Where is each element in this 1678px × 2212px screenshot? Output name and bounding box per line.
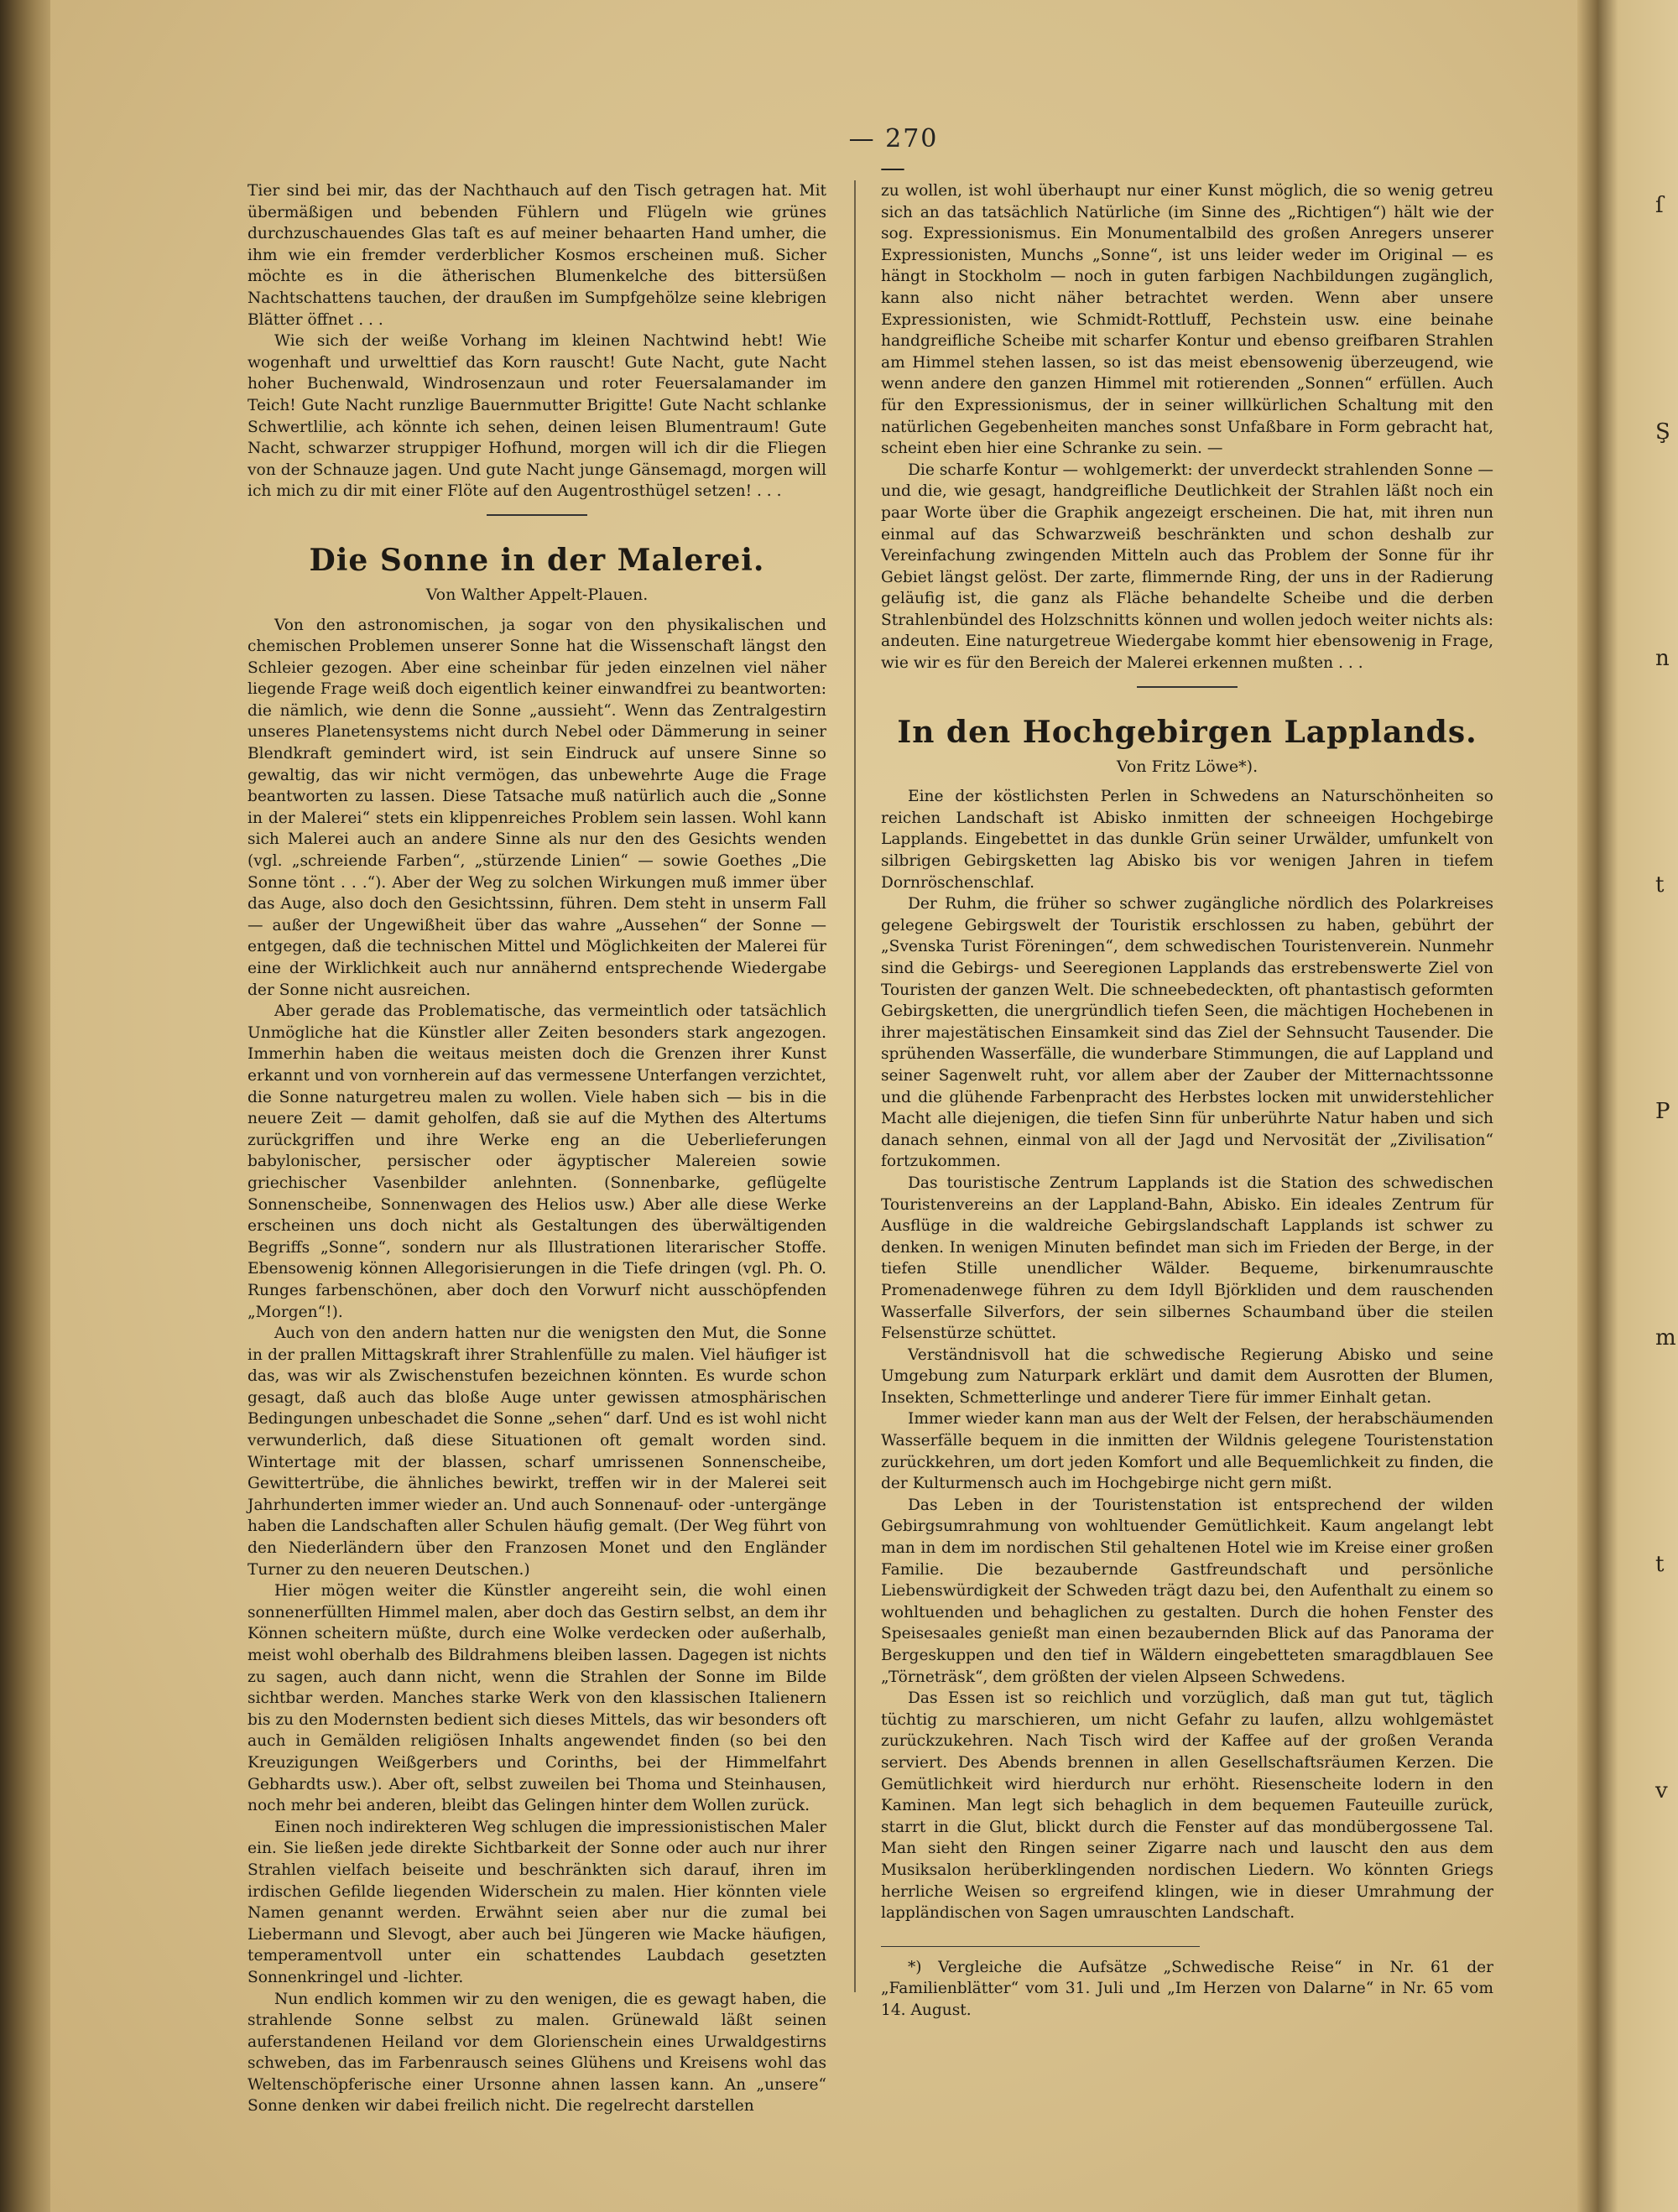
adjacent-page-edge bbox=[1598, 0, 1678, 2212]
intro-paragraph: Wie sich der weiße Vorhang im kleinen Nachtwind hebt! Wie wogenhaft und urwelttief das Korn rauscht! Gute Nacht, gute Nacht hoher Buchenwald, Windrosenzaun und roter Feuersalamander im Teich! Gute Nacht runzlige Bauernmutter Brigitte! Gute Nacht schlanke Schwertlilie, ach könnte ich sehen, deinen leisen Blumentraum! Gute Nacht, schwarzer struppiger Hofhund, morgen will ich dir die Fliegen von der Schnauze jagen. Und gute Nacht junge Gänsemagd, morgen will ich mich zu dir mit einer Flöte auf den Augentrosthügel setzen! . . . bbox=[248, 332, 826, 501]
adjacent-page-fragment: ſ bbox=[1655, 193, 1664, 218]
footnote-rule bbox=[881, 1946, 1200, 1952]
article-paragraph: Verständnisvoll hat die schwedische Regierung Abisko und seine Umgebung zum Naturpark erklärt und damit dem Ausrotten der Blumen, Insekten, Schmetterlinge und anderer Tiere für immer Einhalt getan. bbox=[881, 1345, 1493, 1407]
book-binding-edge bbox=[0, 0, 50, 2212]
article-paragraph: Einen noch indirekteren Weg schlugen die impressionistischen Maler ein. Sie ließen jede direkte Sichtbarkeit der Sonne oder auch nur ihrer Strahlen vielfach beiseite und beschränkten sich darauf, ihren im irdischen Gefilde liegenden Widerschein zu malen. Hier könnten viele Namen genannt werden. Erwähnt seien aber nur die zumal bei Liebermann und Slevogt, aber auch bei Jüngeren wie Macke häufigen, temperamentvoll unter ein schattendes Laubdach gesetzten Sonnenkringel und -lichter. bbox=[248, 1818, 826, 1986]
right-column bbox=[881, 180, 1493, 2022]
article-paragraph: Nun endlich kommen wir zu den wenigen, die es gewagt haben, die strahlende Sonne selbst zu malen. Grünewald läßt seinen auferstandenen Heiland vor dem Glorienschein eines Urwaldgestirns schweben, das im Farbenrausch seines Glühens und Kreisens wohl das Weltenschöpferische einer Ursonne ahnen lassen kann. An „unsere“ Sonne denken wir dabei freilich nicht. Die regelrecht darstellen bbox=[248, 1990, 826, 2116]
column-rule bbox=[854, 180, 856, 1992]
article-paragraph: Das Leben in der Touristenstation ist entsprechend der wilden Gebirgsumrahmung von wohltuender Gemütlichkeit. Kaum angelangt lebt man in dem im nordischen Stil gehaltenen Hotel wie im Kreise einer großen Familie. Die bezaubernde Gastfreundschaft und persönliche Liebenswürdigkeit der Schweden trägt dazu bei, den Aufenthalt zu einem so wohltuenden und behaglichen zu gestalten. Durch die hohen Fenster des Speisesaales genießt man einen bezaubernden Blick auf das Panorama der Bergeskuppen und den tief in Wäldern eingebetteten smaragdblauen See „Törneträsk“, dem größten der vielen Alpseen Schwedens. bbox=[881, 1496, 1493, 1686]
article-headline: In den Hochgebirgen Lapplands. bbox=[897, 714, 1477, 750]
article-paragraph: Immer wieder kann man aus der Welt der Felsen, der herabschäumenden Wasserfälle bequem in die inmitten der Wildnis gelegene Touristenstation zurückkehren, um dort jeden Komfort und alle Bequemlichkeit zu finden, die der Kulturmensch auch im Hochgebirge nicht gern mißt. bbox=[881, 1410, 1493, 1493]
left-column bbox=[248, 180, 826, 2117]
adjacent-page-fragment: m bbox=[1655, 1325, 1676, 1351]
adjacent-page-fragment: t bbox=[1655, 872, 1665, 898]
continued-paragraph: zu wollen, ist wohl überhaupt nur einer Kunst möglich, die so wenig getreu sich an das tatsächlich Natürliche (im Sinne des „Richtigen“) hält wie der sog. Expressionismus. Ein Monumentalbild des großen Anregers unserer Expressionisten, Munchs „Sonne“, ist uns leider weder im Original — es hängt in Stockholm — noch in guten farbigen Nachbildungen zugänglich, kann also nicht näher betrachtet werden. Wenn aber unsere Expressionisten, wie Schmidt-Rottluff, Pechstein usw. eine beinahe handgreifliche Scheibe mit scharfer Kontur und ebenso greifbaren Strahlen am Himmel stehen lassen, so ist das meist ebensowenig überzeugend, wie wenn andere den ganzen Himmel mit rotierenden „Sonnen“ erfüllen. Auch für den Expressionismus, der in seiner willkürlichen Schaltung mit den natürlichen Gegebenheiten manches sonst Unfaßbare in Form gebracht hat, scheint eben hier eine Schranke zu sein. — bbox=[881, 182, 1493, 458]
article-paragraph: Von den astronomischen, ja sogar von den physikalischen und chemischen Problemen unserer Sonne hat die Wissenschaft längst den Schleier gezogen. Aber eine scheinbar für jeden einzelnen viel näher liegende Frage weiß doch eigentlich keiner einwandfrei zu beantworten: die nämlich, wie denn die Sonne „aussieht“. Wenn das Zentralgestirn unseres Planetensystems nicht durch Nebel oder Dämmerung in seiner Blendkraft gemindert wird, ist sein Eindruck auf unsere Sinne so gewaltig, das wir nicht vermögen, das unbewehrte Auge die Frage beantworten zu lassen. Diese Tatsache muß natürlich auch die „Sonne in der Malerei“ stets ein klippenreiches Problem sein lassen. Wohl kann sich Malerei auch an andere Sinne als nur den des Gesichts wenden (vgl. „schreiende Farben“, „stürzende Linien“ — sowie Goethes „Die Sonne tönt . . .“). Aber der Weg zu solchen Wirkungen muß immer über das Auge, also doch den Gesichtssinn, führen. Dem steht in unserm Fall — außer der Ungewißheit über das wahre „Aussehen“ der Sonne — entgegen, daß die technischen Mittel und Möglichkeiten der Malerei für eine der Wirklichkeit auch nur annähernd entsprechende Wiedergabe der Sonne nicht ausreichen. bbox=[248, 616, 826, 999]
article-paragraph: Das Essen ist so reichlich und vorzüglich, daß man gut tut, täglich tüchtig zu marschieren, um nicht Gefahr zu laufen, allzu wohlgemästet zurückzukehren. Nach Tisch wird der Kaffee auf der großen Veranda serviert. Des Abends brennen in allen Gesellschaftsräumen Kerzen. Die Gemütlichkeit wird hierdurch nur erhöht. Riesenscheite lodern in den Kaminen. Man legt sich behaglich in dem bequemen Fauteuille zurück, starrt in die Glut, blickt durch die Fenster auf das mondübergossene Tal. Man sieht den Ringen seiner Zigarre nach und lauscht den aus dem Musiksalon herüberklingenden nordischen Liedern. Wo könnten Griegs herrliche Weisen so ergreifend klingen, wie in dieser Umrahmung der lappländischen von Sagen umrauschten Landschaft. bbox=[881, 1689, 1493, 1923]
page-number: — 270 — bbox=[848, 124, 939, 183]
article-paragraph: Hier mögen weiter die Künstler angereiht sein, die wohl einen sonnenerfüllten Himmel malen, aber doch das Gestirn selbst, an dem ihr Können scheitern müßte, durch eine Wolke verdecken oder außerhalb, meist wohl oberhalb des Bildrahmens bleiben lassen. Dagegen ist nichts zu sagen, auch dann nicht, wenn die Strahlen der Sonne im Bilde sichtbar werden. Manches starke Werk von den klassischen Italienern bis zu den Modernsten bedient sich dieses Mittels, das wir besonders oft auch in Gemälden religiösen Inhalts angewendet finden (so bei den Kreuzigungen Weißgerbers und Corinths, bei der Himmelfahrt Gebhardts usw.). Aber oft, selbst zuweilen bei Thoma und Steinhausen, noch mehr bei anderen, bleibt das Gelingen hinter dem Wollen zurück. bbox=[248, 1582, 826, 1815]
section-divider bbox=[1137, 686, 1238, 688]
article-paragraph: Auch von den andern hatten nur die wenigsten den Mut, die Sonne in der prallen Mittagskraft ihrer Strahlenfülle zu malen. Viel häufiger ist das, was wir als Zwischenstufen bezeichnen könnten. Es wurde schon gesagt, daß auch das bloße Auge unter gewissen atmosphärischen Bedingungen unbeschadet die Sonne „sehen“ darf. Und es ist wohl nicht verwunderlich, daß diese Situationen oft gemalt worden sind. Wintertage mit der blassen, scharf umrissenen Sonnenscheibe, Gewittertrübe, die ähnliches bewirkt, treffen wir in der Malerei seit Jahrhunderten immer wieder an. Und auch Sonnenauf- oder -untergänge haben die Landschaften aller Schulen häufig gemalt. (Der Weg führt von den Niederländern über den Franzosen Monet und den Engländer Turner zu den neueren Deutschen.) bbox=[248, 1325, 826, 1579]
intro-paragraph: Tier sind bei mir, das der Nachthauch auf den Tisch getragen hat. Mit übermäßigen und bebenden Fühlern und Flügeln wie grünes durchzuschauendes Glas taſt es auf meiner behaarten Hand umher, die ihm wie ein fremder verderblicher Kosmos erscheinen muß. Sicher möchte es in die ätherischen Blumenkelche des bittersüßen Nachtschattens tauchen, der draußen im Sumpfgehölze seine klebrigen Blätter öffnet . . . bbox=[248, 182, 826, 329]
article-headline: Die Sonne in der Malerei. bbox=[309, 542, 765, 578]
article-paragraph: Eine der köstlichsten Perlen in Schwedens an Naturschönheiten so reichen Landschaft ist Abisko inmitten der schneeigen Hochgebirge Lapplands. Eingebettet in das dunkle Grün seiner Urwälder, umfunkelt von silbrigen Gebirgsketten lag Abisko bis vor wenigen Jahren in tiefem Dornröschenschlaf. bbox=[881, 788, 1493, 892]
article-lappland bbox=[881, 713, 1493, 2022]
article-paragraph: Der Ruhm, die früher so schwer zugängliche nördlich des Polarkreises gelegene Gebirgswelt der Touristik erschlossen zu haben, gebührt der „Svenska Turist Föreningen“, dem schwedischen Touristenverein. Nunmehr sind die Gebirgs- und Seeregionen Lapplands das erstrebenswerte Ziel von Touristen der ganzen Welt. Die schneebedeckten, oft phantastisch geformten Gebirgsketten, die unergründlich tiefen Seen, die mächtigen Hochebenen in ihrer majestätischen Einsamkeit sind das Ziel der Sehnsucht Tausender. Die sprühenden Wasserfälle, die wunderbare Stimmungen, die auf Lappland und seiner Sagenwelt ruht, vor allem aber der Zauber der Mitternachtssonne und die glühende Farbenpracht des Herbstes locken mit unwiderstehlicher Macht alle diejenigen, die tiefen Sinn für unberührte Natur haben und sich danach sehnen, einmal von all der Jagd und Nervosität der „Zivilisation“ fortzukommen. bbox=[881, 895, 1493, 1171]
continued-paragraph: Die scharfe Kontur — wohlgemerkt: der unverdeckt strahlenden Sonne — und die, wie gesagt, handgreifliche Deutlichkeit der Strahlen läßt noch ein paar Worte über die Graphik angezeigt erscheinen. Die hat, mit ihren nun einmal auf das Schwarzweiß beschränkten und schon deshalb zur Vereinfachung zwingenden Mitteln auch das Problem der Sonne für ihr Gebiet längst gelöst. Der zarte, flimmernde Ring, der uns in der Radierung geläufig ist, die ganz als Fläche behandelte Scheibe und die derben Strahlenbündel des Holzschnitts können und wollen jedoch weiter nichts als: andeuten. Eine naturgetreue Wiedergabe kommt hier ebensowenig in Frage, wie wir es für den Bereich der Malerei erkennen mußten . . . bbox=[881, 461, 1493, 673]
adjacent-page-fragment: v bbox=[1655, 1778, 1668, 1803]
adjacent-page-fragment: t bbox=[1655, 1552, 1665, 1577]
article-paragraph: Aber gerade das Problematische, das vermeintlich oder tatsächlich Unmögliche hat die Künstler aller Zeiten besonders stark angezogen. Immerhin haben die weitaus meisten doch die Grenzen ihrer Kunst erkannt und von vornherein auf das vermessene Unterfangen verzichtet, die Sonne naturgetreu malen zu wollen. Viele haben sich — bis in die neuere Zeit — damit geholfen, daß sie auf die Mythen des Altertums zurückgriffen und ihre Werke eng an die Ueberlieferungen babylonischer, persischer oder ägyptischer Malereien sowie griechischer Vasenbilder anlehnten. (Sonnenbarke, geflügelte Sonnenscheibe, Sonnenwagen des Helios usw.) Aber alle diese Werke erscheinen uns doch nicht als Gestaltungen des überwältigenden Begriffs „Sonne“, sondern nur als Illustrationen literarischer Stoffe. Ebensowenig können Allegorisierungen in die Tiefe dringen (vgl. Ph. O. Runges farbenschönen, aber doch den Vorwurf nicht ausschöpfenden „Morgen“!). bbox=[248, 1002, 826, 1321]
article-paragraph: Das touristische Zentrum Lapplands ist die Station des schwedischen Touristenvereins an der Lappland-Bahn, Abisko. Ein ideales Zentrum für Ausflüge in die waldreiche Gebirgslandschaft Lapplands ist schwer zu denken. In wenigen Minuten befindet man sich im Frieden der Berge, in der tiefen Stille unendlicher Wälder. Bequeme, birkenumrauschte Promenadenwege führen zu dem Idyll Björkliden und dem rauschenden Wasserfalle Silverfors, der sein silbernes Schaumband über die steilen Felsenstürze schüttet. bbox=[881, 1174, 1493, 1343]
article-byline: Von Fritz Löwe*). bbox=[1116, 757, 1258, 776]
footnote: *) Vergleiche die Aufsätze „Schwedische Reise“ in Nr. 61 der „Familienblätter“ vom 31. Juli und „Im Herzen von Dalarne“ in Nr. 65 vom 14. August. bbox=[881, 1958, 1493, 2019]
adjacent-page-fragment: P bbox=[1655, 1099, 1670, 1124]
adjacent-page-fragment: n bbox=[1655, 646, 1670, 671]
adjacent-page-fragment: Ş bbox=[1655, 419, 1670, 445]
intro-section bbox=[248, 180, 826, 502]
article-sonne bbox=[248, 541, 826, 2117]
section-divider bbox=[487, 514, 587, 516]
article-byline: Von Walther Appelt-Plauen. bbox=[425, 585, 649, 604]
